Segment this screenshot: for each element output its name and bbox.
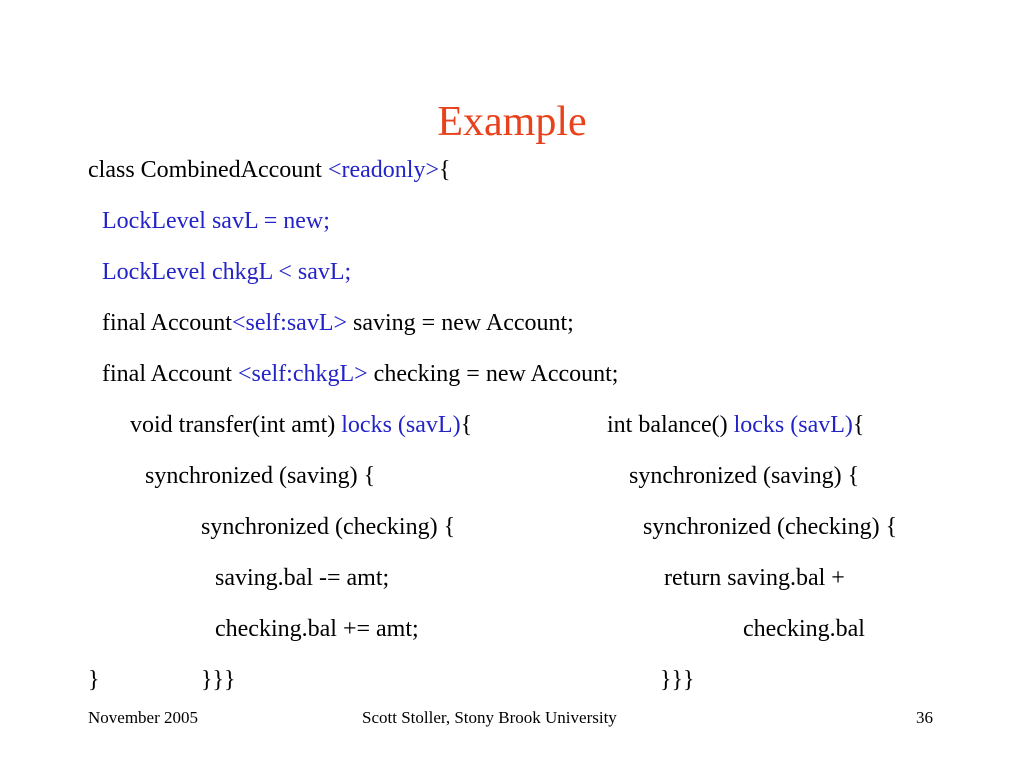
code-line-saving-decl — [102, 308, 574, 338]
code-line-transfer-sync-checking: synchronized (checking) { — [201, 514, 456, 540]
code-line-transfer-close: }}} — [201, 667, 236, 693]
code-text: final Account — [102, 310, 232, 336]
code-line-checking-decl — [102, 359, 618, 389]
code-text: { — [852, 412, 865, 438]
code-line-balance-return: return saving.bal + — [664, 565, 845, 591]
code-text: void transfer(int amt) — [130, 412, 342, 438]
code-line-balance-sig — [607, 410, 864, 440]
code-line-transfer-sync-saving: synchronized (saving) { — [145, 463, 376, 489]
code-line-class-close: } — [88, 667, 100, 693]
code-keyword: locks (savL) — [341, 412, 461, 438]
code-keyword: locks (savL) — [733, 412, 853, 438]
code-line-balance-sync-checking: synchronized (checking) { — [643, 514, 898, 540]
code-text: { — [460, 412, 473, 438]
code-line-balance-checking-bal: checking.bal — [743, 616, 865, 642]
code-text: class CombinedAccount — [88, 157, 328, 183]
code-line-locklevel-savl: LockLevel savL = new; — [102, 208, 330, 234]
code-line-balance-sync-saving: synchronized (saving) { — [629, 463, 860, 489]
code-text: int balance() — [607, 412, 734, 438]
code-line-balance-close: }}} — [660, 667, 695, 693]
code-keyword: <readonly> — [327, 157, 439, 183]
code-line-transfer-sig — [130, 410, 472, 440]
code-keyword: <self:chkgL> — [237, 361, 368, 387]
code-line-transfer-checking-bal: checking.bal += amt; — [215, 616, 419, 642]
code-line-transfer-saving-bal: saving.bal -= amt; — [215, 565, 390, 591]
slide-title: Example — [437, 99, 587, 145]
code-text: { — [439, 157, 451, 183]
footer-date: November 2005 — [88, 708, 199, 727]
code-line-locklevel-chkgl: LockLevel chkgL < savL; — [102, 259, 352, 285]
code-line-class-decl — [88, 155, 451, 185]
code-text: final Account — [102, 361, 238, 387]
code-text: saving = new Account; — [347, 310, 574, 336]
footer-page-number: 36 — [916, 708, 933, 727]
code-keyword: <self:savL> — [231, 310, 348, 336]
footer-author: Scott Stoller, Stony Brook University — [362, 708, 617, 727]
code-text: checking = new Account; — [367, 361, 619, 387]
